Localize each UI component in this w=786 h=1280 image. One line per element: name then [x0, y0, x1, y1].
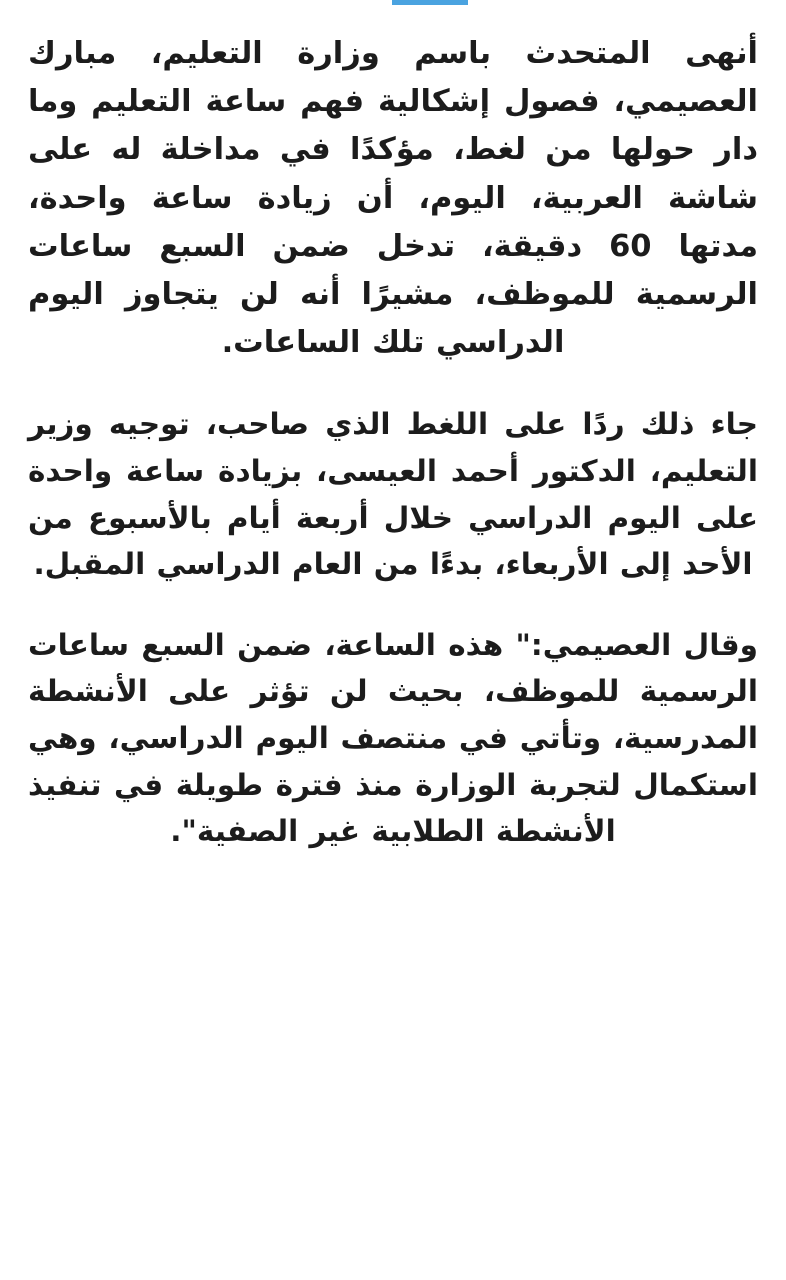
article-paragraph: أنهى المتحدث باسم وزارة التعليم، مبارك العصيمي، فصول إشكالية فهم ساعة التعليم وما دار حولها من لغط، مؤكدًا في مداخلة له على شاشة العربية، اليوم، أن زيادة ساعة واحدة، مدتها 60 دقيقة، تدخل ضمن السبع ساعات الرسمية للموظف، مشيرًا أنه لن يتجاوز اليوم الدراسي تلك الساعات. — [28, 36, 758, 361]
article-paragraph: وقال العصيمي:" هذه الساعة، ضمن السبع ساعات الرسمية للموظف، بحيث لن تؤثر على الأنشطة المدرسية، وتأتي في منتصف اليوم الدراسي، وهي استكمال لتجربة الوزارة منذ فترة طويلة في تنفيذ الأنشطة الطلابية غير الصفية". — [28, 627, 758, 849]
article-paragraph: جاء ذلك ردًا على اللغط الذي صاحب، توجيه وزير التعليم، الدكتور أحمد العيسى، بزيادة ساعة واحدة على اليوم الدراسي خلال أربعة أيام بالأسبوع من الأحد إلى الأربعاء، بدءًا من العام الدراسي المقبل. — [28, 407, 758, 582]
top-accent-bar-container — [0, 0, 786, 6]
top-progress-accent-icon — [392, 0, 468, 5]
